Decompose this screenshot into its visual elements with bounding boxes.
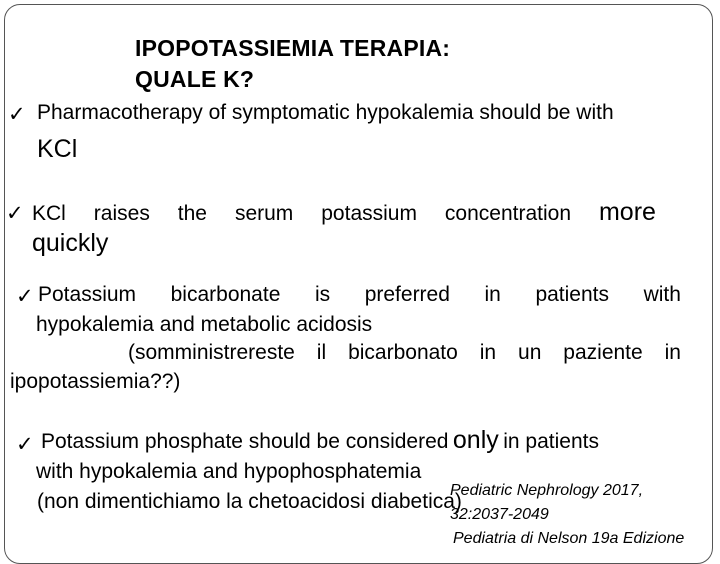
checkmark-icon: ✓: [8, 103, 26, 126]
bullet-3-note-word: un: [518, 341, 542, 364]
bullet-3-word: is: [314, 283, 331, 306]
bullet-2-word: the: [177, 202, 207, 225]
bullet-3-note-word: in: [479, 341, 497, 364]
citation-line3: Pediatria di Nelson 19a Edizione: [453, 530, 685, 547]
bullet-3-word: Potassium: [38, 283, 137, 306]
bullet-2-word: serum: [234, 202, 294, 225]
bullet-2-emphasis: more: [598, 198, 656, 226]
bullet-3-note-word: in: [664, 341, 681, 364]
checkmark-icon: ✓: [6, 202, 24, 225]
bullet-3-note-word: il: [316, 341, 327, 364]
bullet-2-line1: [32, 198, 656, 227]
checkmark-icon: ✓: [16, 285, 34, 308]
citation-line1: Pediatric Nephrology 2017,: [450, 482, 644, 499]
bullet-3-word: preferred: [364, 283, 450, 306]
bullet-4-text: in patients: [503, 430, 599, 453]
bullet-3-word: patients: [535, 283, 609, 306]
bullet-3-note-word: paziente: [563, 341, 643, 364]
bullet-2-word: potassium: [321, 202, 417, 225]
bullet-4-text: Potassium phosphate should be considered: [41, 430, 449, 453]
bullet-3-line2: hypokalemia and metabolic acidosis: [36, 313, 373, 336]
bullet-3-note-word: (somministrereste: [128, 341, 295, 364]
bullet-1-line1: Pharmacotherapy of symptomatic hypokalemia should be with: [37, 101, 614, 124]
bullet-2-line2: quickly: [32, 229, 109, 257]
bullet-3-note-line1: [128, 341, 681, 365]
bullet-3-note-word: bicarbonato: [348, 341, 458, 364]
citation-line2: 32:2037-2049: [450, 506, 549, 523]
bullet-4-line1: [41, 426, 599, 455]
bullet-4-emphasis: only: [452, 426, 499, 454]
slide-title-line2: QUALE K?: [135, 66, 255, 92]
bullet-3-word: with: [643, 283, 681, 306]
bullet-4-line2: with hypokalemia and hypophosphatemia: [36, 460, 422, 483]
bullet-3-word: bicarbonate: [170, 283, 281, 306]
bullet-3-note-line2: ipopotassiemia??): [10, 370, 181, 393]
bullet-2-word: concentration: [444, 202, 572, 225]
slide-title-line1: IPOPOTASSIEMIA TERAPIA:: [135, 35, 451, 61]
bullet-4-line3: (non dimentichiamo la chetoacidosi diabetica): [37, 490, 462, 513]
checkmark-icon: ✓: [16, 433, 34, 456]
bullet-3-word: in: [484, 283, 501, 306]
bullet-2-word: KCl: [32, 202, 66, 225]
bullet-1-line2: KCl: [37, 135, 78, 163]
bullet-3-line1: [38, 283, 681, 307]
bullet-2-word: raises: [93, 202, 150, 225]
